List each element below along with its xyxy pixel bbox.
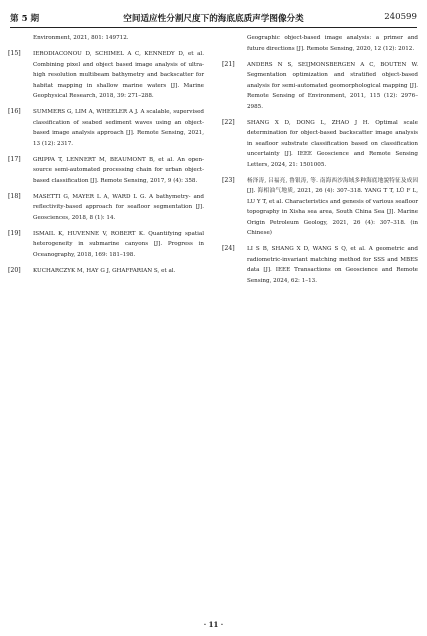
running-title: 空间适应性分割尺度下的海底底质声学图像分类 bbox=[123, 14, 304, 24]
article-number: 240599 bbox=[384, 12, 417, 22]
reference-number: [19] bbox=[8, 229, 21, 237]
reference-number: [22] bbox=[222, 118, 235, 126]
reference-text: SUMMERS G, LIM A, WHEELER A J. A scalable, supervised classification of seabed sediment waves using an object-based image analysis approach [J]. Remote Sensing, 2021, 13 (12): 2317. bbox=[33, 109, 204, 147]
reference-text: Environment, 2021, 801: 149712. bbox=[33, 35, 129, 41]
reference-item bbox=[8, 229, 204, 261]
reference-item bbox=[222, 244, 418, 286]
reference-text: MASETTI G, MAYER L A, WARD L G. A bathymetry- and reflectivity-based approach for seafloor segmentation [J]. Geosciences, 2018, 8 (1): 14. bbox=[33, 193, 204, 221]
reference-number: [18] bbox=[8, 192, 21, 200]
reference-item bbox=[8, 192, 204, 224]
reference-text: KUCHARCZYK M, HAY G J, GHAFFARIAN S, et al. bbox=[33, 267, 176, 274]
reference-text: ANDERS N S, SEIJMONSBERGEN A C, BOUTEN W. Segmentation optimization and stratified object-based analysis for semi-automated geomorphological mapping [J]. Remote Sensing of Environment, 2011, 115 (12): 2976–2985. bbox=[247, 61, 418, 110]
reference-number: [24] bbox=[222, 245, 235, 252]
reference-number: [20] bbox=[8, 266, 21, 274]
right-column bbox=[222, 33, 418, 292]
left-column bbox=[8, 33, 204, 282]
issue-number: 第 5 期 bbox=[10, 14, 40, 24]
reference-text: 杨泽涛, 吕福亮, 鲁银涛, 等. 南海西沙海域多种海底地貌特征及成因 [J]. 海相油气地质, 2021, 26 (4): 307–318. YANG T T, LÜ F L, LU Y T, et al. Characteristics and genesis of various seafloor topography in Xisha sea area, South China Sea [J]. Marine Origin Petroleum Geology, 2021, 26 (4): 307–318. (in Chinese) bbox=[247, 177, 418, 236]
reference-number: [21] bbox=[222, 60, 235, 68]
reference-number: [15] bbox=[8, 50, 21, 57]
reference-continuation bbox=[222, 33, 418, 54]
reference-text: SHANG X D, DONG L, ZHAO J H. Optimal scale determination for object-based backscatter image analysis in seafloor substrate classification based on classification uncertainty [J]. IEEE Geoscience and Remote Sensing Letters, 2024, 21: 1501005. bbox=[247, 119, 418, 168]
reference-item bbox=[222, 60, 418, 113]
reference-number: [23] bbox=[222, 176, 235, 184]
page-number: · 11 · bbox=[203, 620, 224, 629]
reference-text: GRIPPA T, LENNERT M, BEAUMONT B, et al. An open-source semi-automated processing chain for urban object-based classification [J]. Remote Sensing, 2017, 9 (4): 358. bbox=[33, 156, 204, 184]
reference-text: Geographic object-based image analysis: a primer and future directions [J]. Remote Sensing, 2020, 12 (12): 2012. bbox=[247, 35, 418, 52]
reference-item bbox=[8, 155, 204, 187]
reference-text: ISMAIL K, HUVENNE V, ROBERT K. Quantifying spatial heterogeneity in submarine canyons [J]. Progress in Oceanography, 2018, 169: 181–198. bbox=[33, 230, 204, 258]
reference-number: [16] bbox=[8, 108, 21, 115]
reference-number: [17] bbox=[8, 155, 21, 163]
reference-text: IERODIACONOU D, SCHIMEL A C, KENNEDY D, et al. Combining pixel and object based image analysis of ultra-high resolution multibeam bathymetry and backscatter for habitat mapping in shallow marine waters [J]. Marine Geophysical Research, 2018, 39: 271–288. bbox=[33, 51, 204, 99]
reference-item bbox=[8, 266, 204, 277]
reference-item bbox=[222, 118, 418, 171]
page-header bbox=[10, 9, 417, 28]
reference-item bbox=[222, 176, 418, 239]
reference-item bbox=[8, 49, 204, 102]
reference-item bbox=[8, 107, 204, 149]
reference-text: LI S B, SHANG X D, WANG S Q, et al. A geometric and radiometric-invariant matching method for SSS and MBES data [J]. IEEE Transactions on Geoscience and Remote Sensing, 2024, 62: 1–13. bbox=[247, 246, 418, 284]
reference-continuation bbox=[8, 33, 204, 44]
